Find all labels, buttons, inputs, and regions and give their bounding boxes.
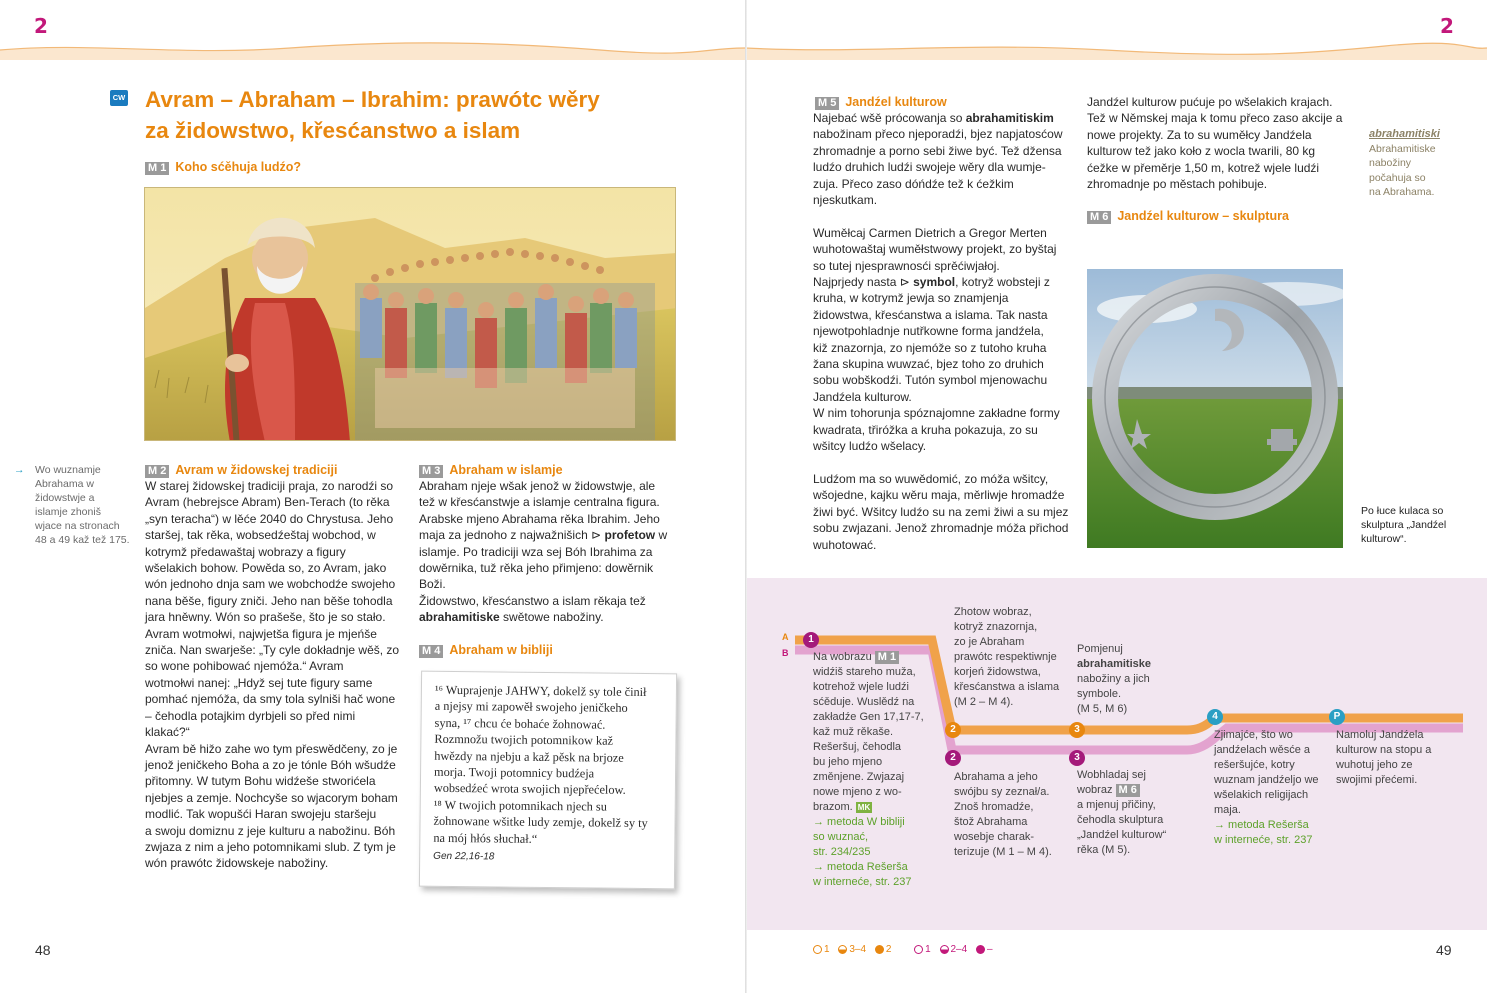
legend-value: 1: [925, 944, 931, 955]
m5-line: kulturow tež jako koło z wocla twarili, 80 kg: [1087, 144, 1316, 159]
chapter-number-left: 2: [34, 14, 48, 38]
m2-line: nana běše, figury zniči. Jeho nan běše tohodla: [145, 593, 393, 608]
step-4-badge: 4: [1207, 709, 1223, 725]
m2-line: modlić. Tak wopušći Haran swojeju staršeju: [145, 807, 377, 822]
task-step-3b: [1077, 768, 1197, 858]
m5-line: wuhotowaštaj wuměłstwowy projekt, zo byštaj: [813, 242, 1057, 257]
step-text-run: Na wobrazu: [813, 651, 875, 663]
glossary-term-symbol[interactable]: symbol: [913, 275, 956, 290]
method-link-research-2[interactable]: [1214, 818, 1334, 848]
task-step-p: [1336, 728, 1466, 788]
legend-value: 3–4: [849, 944, 867, 955]
m3-line: Boži.: [419, 577, 446, 592]
m4-tag: M 4: [419, 645, 443, 658]
step-line: [1077, 843, 1197, 858]
step-line: změnjene. Zwjazaj: [813, 771, 905, 783]
keyword-abrahamitiskim: abrahamitiskim: [965, 111, 1054, 125]
task-step-4: [1214, 728, 1334, 848]
m2-line: wšelakich bohow. Powěda so, zo Avram, jako: [145, 561, 387, 576]
m1-heading-text: Koho sćěhuja ludźo?: [175, 160, 302, 174]
m5-line: wšojedne, kajku wěru maja, měrliwje hromadźe: [813, 488, 1065, 503]
angel-of-cultures-sculpture-photo: [1087, 269, 1343, 548]
step-line: korjeń židowstwa,: [954, 666, 1041, 678]
m5-blank-line: [813, 455, 1078, 471]
task-step-2a: [954, 605, 1079, 710]
quote-line: hwězdy na njebju a kaž pěsk na brjoze: [434, 748, 624, 765]
step-line: [954, 845, 1074, 860]
step-line: štož Abrahama: [954, 816, 1028, 828]
step-p-badge: P: [1329, 709, 1345, 725]
step-line: Zhotow wobraz,: [954, 606, 1032, 618]
m5-line: njewotpohladnje nutřkowne forma jandźela,: [813, 324, 1044, 339]
m5-line: nowe projekty. Za to su wuměłcy Jandźela: [1087, 127, 1312, 142]
m3-heading: [419, 462, 563, 478]
circle-full-icon: [875, 945, 884, 954]
step-line: swojimi přećemi.: [1336, 774, 1418, 786]
margin-note-line: židowstwje a: [35, 492, 95, 504]
step-line: Abrahama a jeho: [954, 771, 1038, 783]
step-text-run: brazom.: [813, 801, 856, 813]
m2-line: kotrymž předawaštaj wobrazy a figury: [145, 544, 346, 559]
step-ref[interactable]: (M 5, M 6): [1077, 703, 1128, 715]
quote-line: wobsedźeć wrota swojich njepřećelow.: [433, 781, 626, 798]
legend-value: 2: [885, 944, 892, 955]
m6-heading: [1087, 208, 1289, 224]
step-line: Znoš hromadźe,: [954, 801, 1034, 813]
legend-value: 2–4: [950, 944, 968, 955]
step-line: wuznam jandźeljo we: [1214, 774, 1319, 786]
m5-heading: [815, 94, 947, 110]
step-line: Rešeršuj, čehodla: [813, 741, 902, 753]
m3-text-run: w: [655, 528, 668, 543]
m5-line: zuja. Přeco zaso dóńdźe tež k ćežkim: [813, 176, 1014, 191]
m5-line: [813, 110, 1078, 126]
bible-quote-card: [419, 671, 677, 890]
step-line: wšelakich religijach: [1214, 789, 1309, 801]
step-line: kotrehož wjele ludźi: [813, 681, 909, 693]
difficulty-legend: [813, 944, 993, 956]
step-line: wosebje charak-: [954, 831, 1035, 843]
caption-line: kulturow“.: [1361, 533, 1407, 545]
m2-line: klakać?“: [145, 725, 190, 740]
m5-line: wuhotować.: [813, 537, 877, 552]
m3-text: [419, 478, 684, 626]
step-line: zo je Abraham: [954, 636, 1025, 648]
step-3b-badge: 3: [1069, 750, 1085, 766]
page-number-right: 49: [1436, 942, 1452, 958]
step-line: wuhotuj jeho ze: [1336, 759, 1413, 771]
link-line: → metoda W bibliji: [813, 816, 905, 828]
header-wave-right: [745, 38, 1487, 60]
margin-note-arrow: →: [14, 464, 25, 476]
step-2b-badge: 2: [945, 750, 961, 766]
m2-line: wotmołwi nanej: „Hdyž sej tute figury same: [145, 675, 373, 690]
glossary-line: na Abrahama.: [1369, 186, 1435, 198]
page-title-line-2: za židowstwo, křesćanstwo a islam: [145, 118, 521, 143]
margin-note-line: islamje zhoniš: [35, 506, 101, 518]
margin-note-line: 48 a 49 kaž tež 175.: [35, 534, 130, 546]
margin-note-line: Abrahama w: [35, 478, 94, 490]
m2-heading: [145, 462, 337, 478]
circle-empty-icon: [813, 945, 822, 954]
quote-line: žohnowane wšitke ludy zemje, dokelž sy ty: [433, 814, 648, 831]
m5-line: židowstwa, křesćanstwa a islama. Tak nasta: [813, 307, 1048, 322]
m3-line: Abraham njeje wšak jenož w židowstwje, ale: [419, 479, 656, 493]
m2-line: zniča. Nan swarješe: „Ty cyle dokładnje wěš, zo: [145, 643, 400, 658]
m3-line: Arabske mjeno Abrahama rěka Ibrahim. Jeho: [419, 511, 660, 526]
step-line: jandźelach wěsće a: [1214, 744, 1311, 756]
quote-line: na mój hłós słuchał.“: [433, 830, 538, 846]
step-line: [813, 650, 938, 665]
m5-line: Ludźom ma so wuwědomić, zo móža wšitcy,: [813, 471, 1049, 486]
ref-tag-m1[interactable]: M 1: [875, 651, 899, 664]
m5-tag: M 5: [815, 97, 839, 110]
step-line: abrahamitiske: [1077, 658, 1151, 670]
quote-line: ¹⁶ Wuprajenje JAHWY, dokelž sy tole činił: [434, 682, 647, 700]
m5-line: nabožinam přeco njeporadźi, bjez napjatosćow: [813, 127, 1063, 142]
m5-blank-line: [813, 208, 1078, 224]
glossary-box: [1369, 127, 1479, 200]
step-line: „Jandźel kulturow“: [1077, 829, 1167, 841]
link-line: → metoda Rešerša: [813, 861, 908, 873]
step-line: prawótc respektiwnje: [954, 651, 1057, 663]
m5-line: žana skupina wuwzać, bjez toho zo druhich: [813, 357, 1044, 372]
keyword-abrahamitiske: abrahamitiske: [419, 610, 500, 625]
quote-line: morja. Twoji potomnicy budźeja: [434, 764, 595, 781]
m5-line: Tež w Němskej maja k tomu přeco zaso akcije a: [1087, 111, 1343, 126]
track-label-a: A: [782, 632, 789, 642]
m2-line: přitomny. W tutym Bohu widźeše stworićela: [145, 774, 376, 789]
m6-tag: M 6: [1087, 211, 1111, 224]
m5-text-run: , kotryž wobsteji z: [955, 275, 1050, 290]
step-line: čehodla skulptura: [1077, 814, 1164, 826]
m5-line: zhromadnje po městach pohibuje.: [1087, 177, 1268, 192]
track-label-b: B: [782, 648, 789, 658]
step-line: a mjenuj přičiny,: [1077, 799, 1156, 811]
m5-line: žiwi być. Wšitcy ludźo su na zemi žiwi a su mjez: [813, 504, 1069, 519]
step-line: maja.: [1214, 804, 1241, 816]
glossary-line: nabožiny: [1369, 157, 1412, 169]
m3-heading-text: Abraham w islamje: [449, 463, 563, 477]
task-step-3a: [1077, 642, 1197, 717]
link-line: w interneće, str. 237: [1214, 834, 1313, 846]
m3-line: tež w křesćanstwje a islamje centralna figura.: [419, 495, 660, 510]
m3-line: islamje. Po tradiciji wza sej Bóh Ibrahima za: [419, 544, 653, 559]
m5-line: sobu wobškodźi. Tutón symbol mjenowachu: [813, 373, 1048, 388]
step-line: bu jeho mjeno: [813, 756, 883, 768]
step-line: Namoluj Jandźela: [1336, 729, 1424, 741]
link-line: str. 234/235: [813, 846, 871, 858]
m5-text-col2: [1087, 94, 1347, 192]
quote-line: syna, ¹⁷ chcu će bohaće žohnować.: [434, 715, 606, 732]
margin-note-line: wjace na stronach: [35, 520, 120, 532]
step-line: [813, 800, 938, 815]
ref-tag-m6[interactable]: M 6: [1116, 784, 1140, 797]
step-line: kulturow na stopu a: [1336, 744, 1432, 756]
m4-heading: [419, 642, 553, 658]
m2-line: wón jednoho dnja sam we wobchodźe swojeho: [145, 577, 396, 592]
m2-line: zwjaza z nim a jeho potomnikami slub. Z tym je: [145, 839, 396, 854]
step-ref[interactable]: (M 1 – M 4).: [992, 846, 1052, 858]
circle-full-icon: [976, 945, 985, 954]
abraham-crowd-illustration: [144, 187, 676, 441]
quote-source: Gen 22,16-18: [433, 850, 495, 863]
caption-line: skulptura „Jandźel: [1361, 519, 1447, 531]
cw-badge[interactable]: CW: [110, 90, 128, 106]
m5-line: wšitcy ludźo wšelacy.: [813, 439, 927, 454]
m2-text: [145, 478, 410, 872]
link-line: w interneće, str. 237: [813, 876, 912, 888]
method-link-bible[interactable]: [813, 815, 938, 860]
m2-line: „syn teracha“) w lěće 2040 do Chrystusa. Jeho: [145, 511, 394, 526]
m3-line: [419, 527, 684, 543]
step-3a-badge: 3: [1069, 722, 1085, 738]
margin-note-line: Wo wuznamje: [35, 464, 101, 476]
m2-line: staršej, tak rěka, wobsedźeštaj wobchod, w: [145, 528, 376, 543]
step-text-run: terizuje: [954, 846, 993, 858]
step-line: rešeršujće, kotry: [1214, 759, 1295, 771]
m5-line: Wuměłcaj Carmen Dietrich a Gregor Merten: [813, 225, 1047, 240]
step-line: kaž muž rěkaše.: [813, 726, 894, 738]
m3-line: Židowstwo, křesćanstwo a islam rěkaja tež: [419, 593, 646, 608]
legend-value: –: [986, 944, 993, 955]
chapter-number-right: 2: [1440, 14, 1454, 38]
circle-half-icon: [838, 945, 847, 954]
step-text-run: wobraz: [1077, 784, 1116, 796]
photo-caption: [1361, 504, 1471, 546]
step-line: swójbu sy zeznał/a.: [954, 786, 1050, 798]
m4-heading-text: Abraham w bibliji: [449, 643, 553, 657]
step-2a-badge: 2: [945, 722, 961, 738]
legend-value: 1: [824, 944, 830, 955]
step-ref[interactable]: (M 2 – M 4).: [954, 696, 1014, 708]
m2-line: wón prawótc židowskeje nabožiny.: [145, 856, 329, 871]
m2-heading-text: Avram w židowskej tradiciji: [175, 463, 338, 477]
m5-line: sobu zwjazani. Jenož zhromadnje móža přichod: [813, 521, 1069, 536]
quote-line: ¹⁸ W twojich potomnikach njech su: [433, 797, 607, 814]
step-line: zakładźe Gen 17,17-7,: [813, 711, 924, 723]
m6-heading-text: Jandźel kulturow – skulptura: [1117, 209, 1289, 223]
step-1-badge: 1: [803, 632, 819, 648]
m5-line: zhromadnje a porno sebi žiwe być. Tež džensa: [813, 143, 1062, 158]
m5-text-run: Najprjedy nasta ⊳: [813, 275, 914, 290]
glossary-line: Abrahamitiske: [1369, 142, 1436, 155]
step-line: nabožiny a jich: [1077, 673, 1150, 685]
m5-heading-text: Jandźel kulturow: [845, 95, 947, 109]
m2-line: – čehodla potajkim dyrbjeli so před nimi: [145, 708, 356, 723]
m5-line: ćežke w přeměrje 1,50 m, kotrež wjele ludźi: [1087, 160, 1320, 175]
m5-line: kwadrata, třiróžka a kruha pokazuja, zo su: [813, 422, 1038, 437]
step-line: symbole.: [1077, 688, 1122, 700]
m5-line: ludźo druhich ludźi swojeje wěry dla wumje-: [813, 160, 1046, 175]
margin-note: [14, 463, 134, 547]
m2-line: so wone pohibować njemóža.“ Avram: [145, 659, 344, 674]
m3-text-run: maja za jednoho z najwažnišich ⊳: [419, 528, 605, 543]
m2-line: pomhać njemóža, da smy tola sylniši hač wone: [145, 692, 396, 707]
m2-line: Avram bě hižo zahe wo tym přeswědčeny, zo je: [145, 741, 398, 756]
circle-half-icon: [940, 945, 949, 954]
step-line: widźiš stareho muža,: [813, 666, 916, 678]
m5-text-run: Najebać wšě prócowanja so: [813, 111, 966, 125]
header-wave-left: [0, 38, 745, 60]
method-link-research[interactable]: [813, 860, 938, 890]
mk-badge: MK: [857, 803, 871, 812]
glossary-line: počahuja so: [1369, 171, 1426, 184]
step-line: Wobhladaj sej: [1077, 769, 1146, 781]
step-line: Zjimajće, što wo: [1214, 729, 1293, 741]
m5-text-col1: [813, 110, 1078, 553]
step-text-run: rěka: [1077, 844, 1102, 856]
circle-empty-icon: [914, 945, 923, 954]
step-line: křesćanstwa a islama: [954, 681, 1060, 693]
quote-line: Rozmnožu twojich potomnikow kaž: [434, 732, 614, 748]
m3-line: [419, 609, 684, 625]
step-line: [1077, 783, 1197, 798]
m2-line: njebjes a zemje. Nochcyše so wjacorym boham: [145, 790, 398, 805]
step-line: kotryž znazornja,: [954, 621, 1038, 633]
page-title-line-1: Avram – Abraham – Ibrahim: prawótc wěry: [145, 87, 600, 112]
m5-line: Jandźel kulturow pućuje po wšelakich krajach.: [1087, 95, 1333, 109]
m1-heading: [145, 159, 301, 175]
step-line: Pomjenuj: [1077, 643, 1123, 655]
m2-tag: M 2: [145, 465, 169, 478]
m1-tag: M 1: [145, 162, 169, 175]
task-step-1: [813, 650, 938, 890]
task-step-2b: [954, 770, 1074, 860]
m2-line: W starej židowskej tradiciji praja, zo narodźi so: [145, 479, 394, 493]
step-ref[interactable]: (M 5).: [1101, 844, 1131, 856]
glossary-term-profetow[interactable]: profetow: [604, 528, 656, 543]
step-line: sćěduje. Wuslědź na: [813, 696, 915, 708]
page-title: [145, 84, 705, 146]
m5-line: kruha, w kotrymž jewja so znamjenja: [813, 291, 1009, 306]
m5-line: Jandźela kulturow.: [813, 389, 912, 404]
m3-line: dowěrnika, tuž rěka jeho přimjeno: dowěrnik: [419, 561, 654, 576]
m3-tag: M 3: [419, 465, 443, 478]
m5-line: W nim tohorunja spóznajomne zakładne formy: [813, 406, 1060, 421]
m2-line: jenož jeničkeho Boha a zo je tónle Bóh wšudźe: [145, 757, 396, 772]
page-number-left: 48: [35, 942, 51, 958]
m2-line: Avram wotmołwi, najwjetša figura je mjeńše: [145, 626, 377, 641]
m5-line: njeskutkam.: [813, 193, 878, 208]
m2-line: Avram (hebrejsce Abram) Ben-Terach (to rěka: [145, 495, 390, 510]
link-line: → metoda Rešerša: [1214, 819, 1309, 831]
m2-line: jara hněwny. Wón so prašeše, što je so stało.: [145, 610, 386, 625]
glossary-term: abrahamitiski: [1369, 128, 1440, 140]
m3-text-run: swětowe nabožiny.: [499, 610, 604, 625]
m5-line: [813, 274, 1078, 290]
m5-line: kiž znazornja, zo njemóže so z tutoho kruha: [813, 340, 1047, 355]
m2-line: a swoju domiznu z jeje kulturu a nabožinu. Bóh: [145, 823, 396, 838]
caption-line: Po łuce kulaca so: [1361, 505, 1444, 517]
link-line: so wuznać,: [813, 831, 869, 843]
m5-line: so tutej njesprawnosći sprěćiwjałoj.: [813, 258, 1000, 273]
quote-line: a njejsy mi zapowěł swojeho jeničkeho: [434, 699, 628, 716]
step-line: nowe mjeno z wo-: [813, 786, 902, 798]
